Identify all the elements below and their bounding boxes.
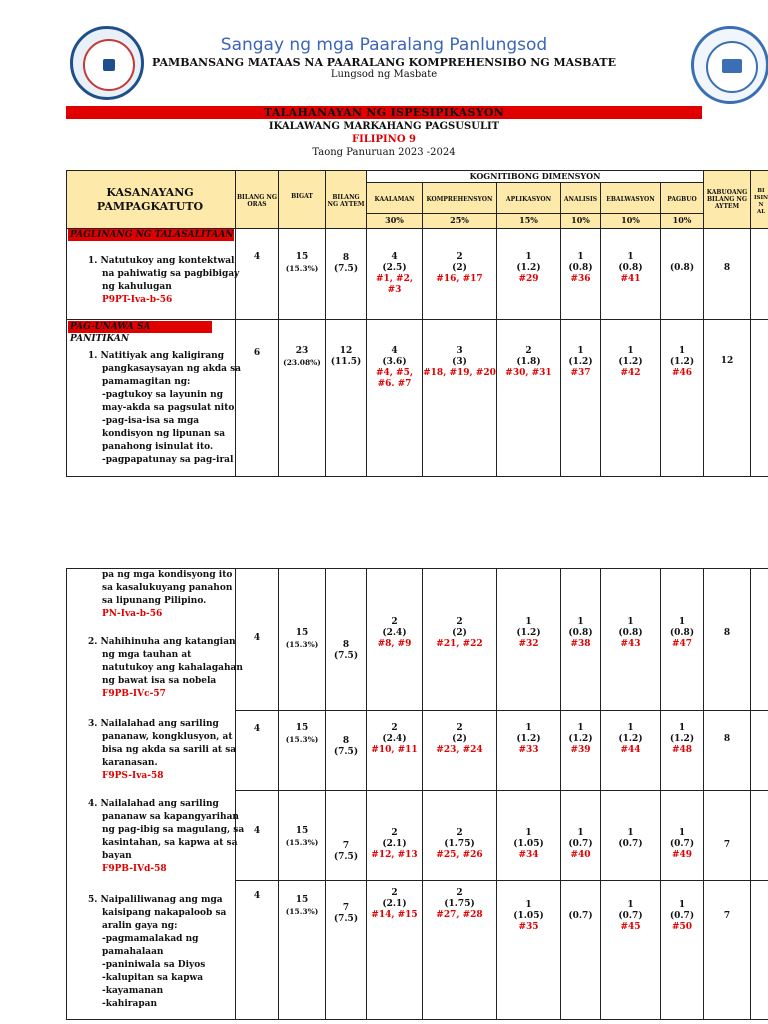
row-5-analisis: 1 (0.7) #40: [568, 828, 593, 860]
document-title-bar: [66, 106, 702, 119]
row-4-aplikasyon: 1 (1.2) #33: [516, 723, 541, 755]
row-2-description: 1. Natitiyak ang kaligirang pangkasaysayan ng akda sa pamamagitan ng: -pagtukoy sa layunin ng may-akda sa pagsulat nito -pag-isa-isa sa mga kondisyon ng lipunan sa panahong isinulat ito. -pagpapatunay sa pag-iral: [88, 351, 241, 465]
row-4-hours: 4: [253, 724, 261, 734]
division-name: Sangay ng mga Paaralang Panlungsod: [220, 35, 548, 55]
row-5-pagbuo: 1 (0.7) #49: [669, 828, 695, 860]
row-1-aplikasyon: 1 (1.2) #29: [516, 252, 541, 284]
row-5-total: 7: [723, 840, 731, 850]
city-name: Lungsod ng Masbate: [330, 69, 438, 80]
row-1-kaalaman: 4 (2.5) #1, #2, #3: [375, 252, 413, 295]
row-3-total: 8: [723, 628, 731, 638]
row-4-pagbuo: 1 (1.2) #48: [669, 723, 695, 755]
school-year: Taong Panuruan 2023 -2024: [312, 147, 456, 158]
row-2-hours: 6: [253, 348, 261, 358]
row-3-aplikasyon: 1 (1.2) #32: [516, 617, 541, 649]
row-4-items: 8 (7.5): [333, 736, 359, 757]
row-5-weight: 15 (15.3%): [285, 826, 319, 847]
row-5-ebalwasyon: 1 (0.7): [618, 828, 643, 849]
row-1-komprehensyon: 2 (2) #16, #17: [436, 252, 483, 284]
row-5-kaalaman: 2 (2.1) #12, #13: [371, 828, 418, 860]
cut-header: BI ISIN N AL: [753, 188, 768, 215]
level-ebalwasyon: EBALWASYON: [606, 195, 655, 203]
row-6-ebalwasyon: 1 (0.7) #45: [618, 900, 643, 932]
row-3-komprehensyon: 2 (2) #21, #22: [436, 617, 483, 649]
row-3-kaalaman: 2 (2.4) #8, #9: [377, 617, 412, 649]
row-5-items: 7 (7.5): [333, 841, 359, 862]
row-2-items: 12 (11.5): [330, 346, 362, 367]
row-3-items: 8 (7.5): [333, 640, 359, 661]
row-4-weight: 15 (15.3%): [285, 723, 319, 744]
pct-aplikasyon: 15%: [519, 215, 538, 225]
row-1-pagbuo: (0.8): [669, 263, 695, 273]
row-2-weight: 23 (23.08%): [283, 346, 321, 367]
row-1-weight: 15 (15.3%): [285, 252, 319, 273]
weight-header: BIGAT: [291, 192, 313, 200]
pct-kaalaman: 30%: [385, 215, 404, 225]
row-4-description: 3. Nailalahad ang sariling pananaw, kongklusyon, at bisa ng akda sa sarili at sa karanasan. F9PS-Iva-58: [88, 719, 237, 781]
items-header: BILANG NG AYTEM: [327, 194, 365, 208]
row-1-total: 8: [723, 263, 731, 273]
row-1-hours: 4: [253, 252, 261, 262]
cognitive-header: KOGNITIBONG DIMENSYON: [469, 171, 601, 181]
row-1-ebalwasyon: 1 (0.8) #41: [618, 252, 643, 284]
row-6-items: 7 (7.5): [333, 903, 359, 924]
row-2-komprehensyon: 3 (3) #18, #19, #20: [423, 346, 496, 378]
row-4-ebalwasyon: 1 (1.2) #44: [618, 723, 643, 755]
pct-ebalwasyon: 10%: [621, 215, 640, 225]
level-analisis: ANALISIS: [563, 195, 598, 203]
row-2-aplikasyon: 2 (1.8) #30, #31: [505, 346, 552, 378]
row-3-hours: 4: [253, 633, 261, 643]
level-pagbuo: PAGBUO: [667, 195, 697, 203]
row-2-analisis: 1 (1.2) #37: [568, 346, 593, 378]
row-6-weight: 15 (15.3%): [285, 895, 319, 916]
row-2-description-cont: pa ng mga kondisyong ito sa kasalukuyang panahon sa lipunang Pilipino. PN-Iva-b-56: [102, 570, 233, 619]
row-6-pagbuo: 1 (0.7) #50: [669, 900, 695, 932]
row-3-weight: 15 (15.3%): [285, 628, 319, 649]
row-6-description: 5. Naipaliliwanag ang mga kaisipang nakapaloob sa aralin gaya ng: -pagmamalakad ng pamahalaan -paniniwala sa Diyos -kalupitan sa kapwa -kayamanan -kahirapan: [88, 895, 227, 1009]
row-2-total: 12: [720, 356, 734, 366]
row-2-pagbuo: 1 (1.2) #46: [669, 346, 695, 378]
row-1-analisis: 1 (0.8) #36: [568, 252, 593, 284]
row-1-description: 1. Natutukoy ang kontektwal na pahiwatig sa pagbibigay ng kahulugan P9PT-Iva-b-56: [88, 256, 240, 305]
row-1-items: 8 (7.5): [333, 253, 359, 274]
competency-header: KASANAYANG PAMPAGKATUTO: [96, 186, 204, 213]
row-2-kaalaman: 4 (3.6) #4, #5, #6. #7: [375, 346, 413, 389]
level-kaalaman: KAALAMAN: [374, 195, 415, 203]
row-5-aplikasyon: 1 (1.05) #34: [513, 828, 544, 860]
school-name: PAMBANSANG MATAAS NA PAARALANG KOMPREHENSIBO NG MASBATE: [152, 56, 616, 69]
level-komprehensyon: KOMPREHENSYON: [426, 195, 493, 203]
section-panitikan: PAG-UNAWA SA PANITIKAN: [68, 321, 212, 333]
exam-name: IKALAWANG MARKAHANG PAGSUSULIT: [268, 121, 500, 132]
row-3-ebalwasyon: 1 (0.8) #43: [618, 617, 643, 649]
row-5-komprehensyon: 2 (1.75) #25, #26: [436, 828, 483, 860]
row-6-aplikasyon: 1 (1.05) #35: [513, 900, 544, 932]
subject-name: FILIPINO 9: [352, 134, 416, 145]
level-aplikasyon: APLIKASYON: [505, 195, 552, 203]
row-5-hours: 4: [253, 826, 261, 836]
row-6-total: 7: [723, 911, 731, 921]
row-3-description: 2. Nahihinuha ang katangian ng mga tauhan at natutukoy ang kahalagahan ng bawat isa sa nobela F9PB-IVc-57: [88, 637, 243, 699]
row-6-komprehensyon: 2 (1.75) #27, #28: [436, 888, 483, 920]
row-6-analisis: (0.7): [568, 911, 593, 921]
row-4-analisis: 1 (1.2) #39: [568, 723, 593, 755]
document-title: TALAHANAYAN NG ISPESIPIKASYON: [263, 106, 505, 119]
row-6-kaalaman: 2 (2.1) #14, #15: [371, 888, 418, 920]
section-talasalitaan: PAGLINANG NG TALASALITAAN: [70, 230, 234, 240]
row-5-description: 4. Nailalahad ang sariling pananaw sa kapangyarihan ng pag-ibig sa magulang, sa kasintahan, sa kapwa at sa bayan F9PB-IVd-58: [88, 799, 245, 874]
pct-komprehensyon: 25%: [450, 215, 469, 225]
hours-header: BILANG NG ORAS: [236, 194, 278, 208]
row-4-total: 8: [723, 734, 731, 744]
row-6-hours: 4: [253, 891, 261, 901]
row-3-analisis: 1 (0.8) #38: [568, 617, 593, 649]
row-4-kaalaman: 2 (2.4) #10, #11: [371, 723, 418, 755]
pct-pagbuo: 10%: [672, 215, 692, 225]
row-3-pagbuo: 1 (0.8) #47: [669, 617, 695, 649]
row-4-komprehensyon: 2 (2) #23, #24: [436, 723, 483, 755]
pct-analisis: 10%: [571, 215, 590, 225]
row-2-ebalwasyon: 1 (1.2) #42: [618, 346, 643, 378]
total-header: KABUOANG BILANG NG AYTEM: [706, 188, 748, 210]
